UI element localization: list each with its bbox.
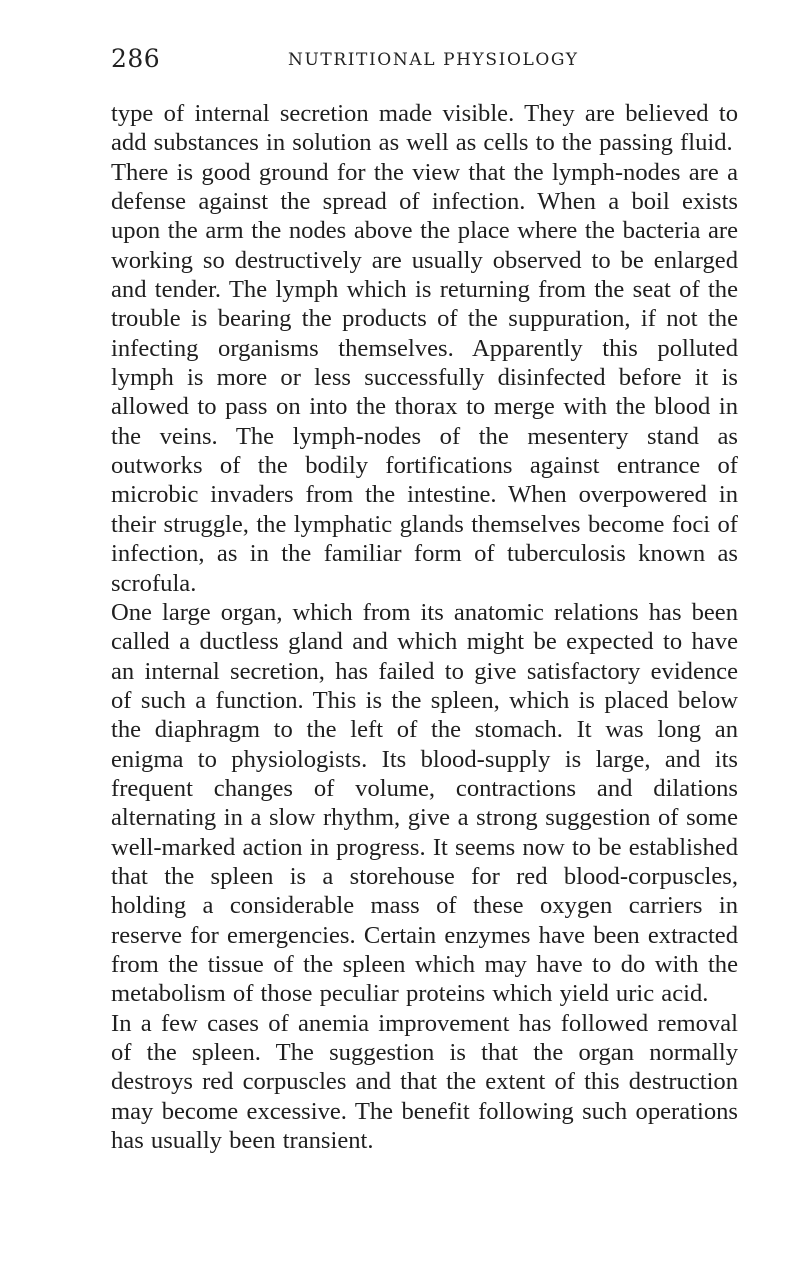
paragraph-lymph-nodes: There is good ground for the view that the lymph-nodes are a defense against the spread of infection. When a boil exists upon the arm the nodes above the place where the bacteria are working so destructively are usually observed to be enlarged and tender. The lymph which is returning from the seat of the trouble is bearing the products of the suppuration, if not the infecting organisms themselves. Apparently this polluted lymph is more or less successfully disinfected before it is allowed to pass on into the thorax to merge with the blood in the veins. The lymph-nodes of the mesentery stand as outworks of the bodily fortifications against entrance of microbic invaders from the intestine. When overpowered in their struggle, the lymphatic glands themselves become foci of infection, as in the familiar form of tuberculosis known as scrofula. xyxy=(111,158,738,597)
body-text xyxy=(111,99,738,1155)
running-head xyxy=(111,44,731,80)
page-number: 286 xyxy=(111,44,161,73)
paragraph-spleen: One large organ, which from its anatomic relations has been called a ductless gland and which might be expected to have an internal secretion, has failed to give satisfactory evidence of such a function. This is the spleen, which is placed below the diaphragm to the left of the stomach. It was long an enigma to physiologists. Its blood-supply is large, and its frequent changes of volume, contractions and dilations alternating in a slow rhythm, give a strong suggestion of some well-marked action in progress. It seems now to be established that the spleen is a storehouse for red blood-corpuscles, holding a considerable mass of these oxygen carriers in reserve for emergencies. Certain enzymes have been extracted from the tissue of the spleen which may have to do with the metabolism of those peculiar proteins which yield uric acid. xyxy=(111,598,738,1008)
paragraph-anemia: In a few cases of anemia improvement has followed removal of the spleen. The suggestion is that the organ normally destroys red corpuscles and that the extent of this destruction may become excessive. The benefit following such operations has usually been transient. xyxy=(111,1009,738,1155)
paragraph-continuation: type of internal secretion made visible. They are believed to add substances in solution as well as cells to the passing fluid. xyxy=(111,100,738,157)
running-title: NUTRITIONAL PHYSIOLOGY xyxy=(288,50,579,70)
